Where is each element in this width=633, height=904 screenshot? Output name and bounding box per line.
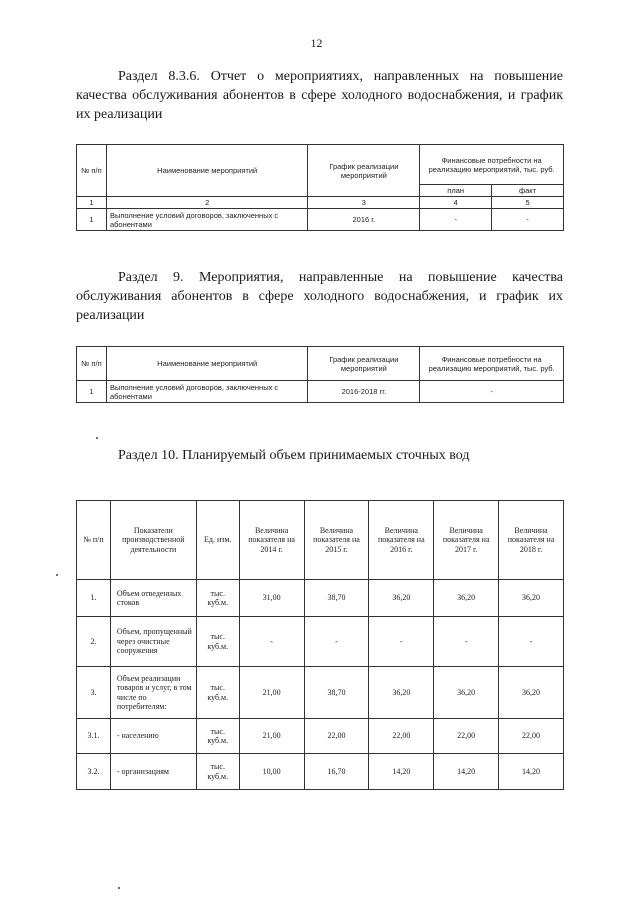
row-value-2018: 36,20 [499,580,564,617]
row-value-2017: 14,20 [434,754,499,790]
row-fact: - [492,209,564,231]
col-number: 1 [77,197,107,209]
row-num: 3.2. [77,754,111,790]
row-value-2016: 36,20 [369,667,434,719]
scan-speck [56,574,58,576]
table-row [77,667,564,719]
row-value-2018: 36,20 [499,667,564,719]
row-value-2017: 36,20 [434,580,499,617]
header-indicator: Показатели производственной деятельности [110,501,196,580]
header-finance: Финансовые потребности на реализацию мероприятий, тыс. руб. [420,347,564,381]
section-836-title: Раздел 8.3.6. Отчет о мероприятиях, направленных на повышение качества обслуживания абонентов в сфере холодного водоснабжения, и график их реализации [76,69,563,122]
header-num: № п/п [77,501,111,580]
row-unit: тыс. куб.м. [196,617,239,667]
row-value-2015: - [304,617,369,667]
row-unit: тыс. куб.м. [196,754,239,790]
header-name: Наименование мероприятий [106,347,308,381]
row-value-2018: 22,00 [499,719,564,754]
table-row [77,617,564,667]
table-row [77,719,564,754]
row-value-2015: 22,00 [304,719,369,754]
header-2018: Величина показателя на 2018 г. [499,501,564,580]
row-name: Выполнение условий договоров, заключенных с абонентами [106,381,308,403]
col-number: 4 [420,197,492,209]
row-num: 1 [77,381,107,403]
row-num: 1. [77,580,111,617]
row-value-2017: - [434,617,499,667]
row-value-2014: 31,00 [239,580,304,617]
section-836-table [76,144,564,231]
row-value-2014: - [239,617,304,667]
row-name: Выполнение условий договоров, заключенных с абонентами [106,209,308,231]
scan-speck [96,437,98,439]
header-plan: план [420,185,492,197]
page-number: 12 [310,36,323,50]
scan-speck [118,887,120,889]
section-10-table [76,500,564,790]
header-fact: факт [492,185,564,197]
row-value-2017: 36,20 [434,667,499,719]
row-num: 3. [77,667,111,719]
row-num: 2. [77,617,111,667]
row-plan: - [420,209,492,231]
header-name: Наименование мероприятий [106,145,308,197]
row-value-2014: 21,00 [239,719,304,754]
row-value-2016: 14,20 [369,754,434,790]
row-indicator: Объем, пропущенный через очистные сооружения [110,617,196,667]
table-row [77,381,564,403]
row-indicator: - организациям [110,754,196,790]
header-2016: Величина показателя на 2016 г. [369,501,434,580]
section-9-table [76,346,564,403]
table-row [77,209,564,231]
header-finance: Финансовые потребности на реализацию мероприятий, тыс. руб. [420,145,564,185]
row-value-2018: 14,20 [499,754,564,790]
row-num: 1 [77,209,107,231]
row-schedule: 2016-2018 гг. [308,381,420,403]
table-row [77,754,564,790]
row-value-2016: 36,20 [369,580,434,617]
section-9-title: Раздел 9. Мероприятия, направленные на повышение качества обслуживания абонентов в сфере холодного водоснабжения, и график их реализации [76,270,563,323]
header-2014: Величина показателя на 2014 г. [239,501,304,580]
header-unit: Ед. изм. [196,501,239,580]
header-num: № п/п [77,347,107,381]
row-schedule: 2016 г. [308,209,420,231]
row-value-2018: - [499,617,564,667]
section-10-title: Раздел 10. Планируемый объем принимаемых сточных вод [118,448,470,463]
header-num: № п/п [77,145,107,197]
row-value-2014: 21,00 [239,667,304,719]
row-unit: тыс. куб.м. [196,580,239,617]
row-unit: тыс. куб.м. [196,719,239,754]
header-2017: Величина показателя на 2017 г. [434,501,499,580]
header-schedule: График реализации мероприятий [308,145,420,197]
row-indicator: - населению [110,719,196,754]
col-number: 2 [106,197,308,209]
row-finance: - [420,381,564,403]
row-value-2015: 38,70 [304,580,369,617]
row-value-2015: 38,70 [304,667,369,719]
row-unit: тыс. куб.м. [196,667,239,719]
row-indicator: Объем отведенных стоков [110,580,196,617]
row-value-2014: 10,00 [239,754,304,790]
table-row [77,580,564,617]
row-indicator: Объем реализации товаров и услуг, в том числе по потребителям: [110,667,196,719]
col-number: 5 [492,197,564,209]
row-num: 3.1. [77,719,111,754]
row-value-2016: 22,00 [369,719,434,754]
row-value-2017: 22,00 [434,719,499,754]
row-value-2015: 16,70 [304,754,369,790]
row-value-2016: - [369,617,434,667]
header-schedule: График реализации мероприятий [308,347,420,381]
header-2015: Величина показателя на 2015 г. [304,501,369,580]
col-number: 3 [308,197,420,209]
